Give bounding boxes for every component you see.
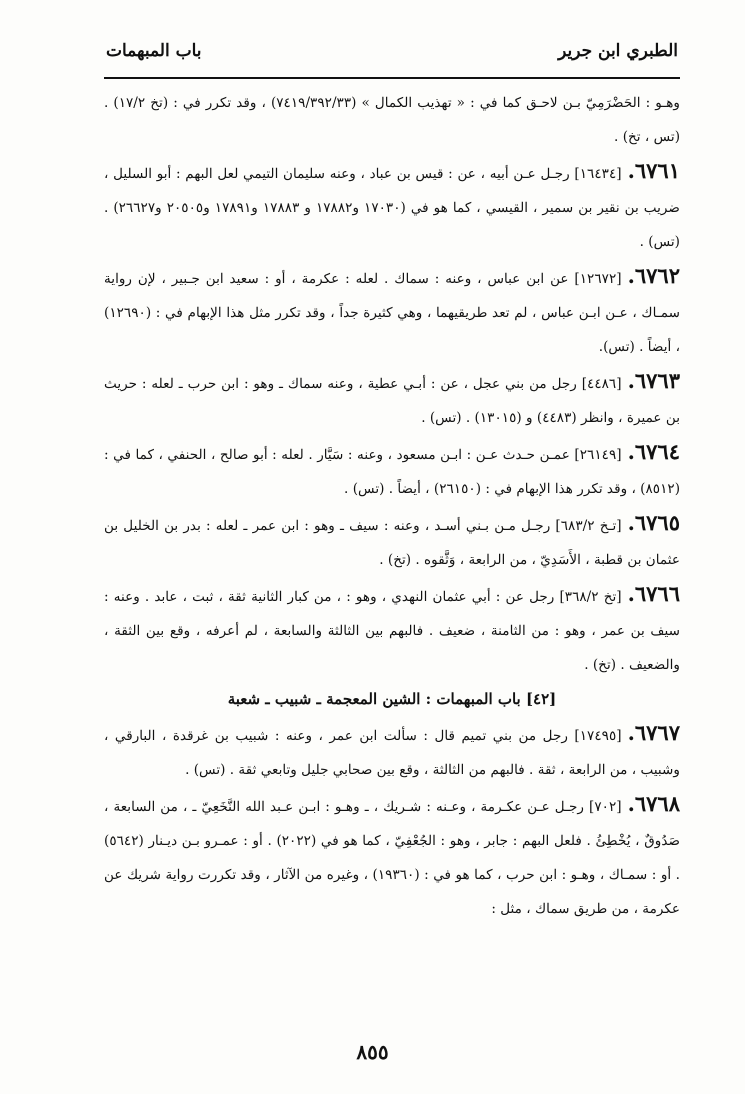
entry (104, 154, 680, 259)
entry-number: ٦٧٦٥. (627, 510, 680, 535)
entry (104, 577, 680, 682)
entry (104, 364, 680, 435)
intro-paragraph: وهـو : الحَضْرَمِيّ بـن لاحـق كما في : « تهذيب الكمال » (٧٤١٩/٣٩٢/٣٣) ، وقد تكرر في : (تخ ١٧/٢) . (تس ، تخ) . (104, 95, 680, 145)
entry-number: ٦٧٦٨. (627, 791, 680, 816)
entry-text: [١٧٤٩٥] رجل من بني تميم قال : سألت ابن عمر ، وعنه : شبيب بن غرقدة ، البارقي ، وشبيب ، من الرابعة ، ثقة . فالبهم من الثالثة ، وقع بين صحابي جليل وتابعي ثقة . (تس) . (104, 728, 680, 778)
entry-text: [٢٦١٤٩] عمـن حـدث عـن : ابـن مسعود ، وعنه : سَيَّار . لعله : أبو صالح ، الحنفي ، كما في : (٨٥١٢) ، وقد تكرر هذا الإبهام في : (٢٦١٥٠) ، أيضاً . (تس) . (104, 447, 680, 497)
header-divider (104, 77, 680, 79)
running-header (106, 34, 678, 68)
entry (104, 787, 680, 926)
section-heading: [٤٢] باب المبهمات : الشين المعجمة ـ شبيب ـ شعبة (227, 690, 557, 708)
entry (104, 506, 680, 577)
header-book-title: الطبري ابن جرير (558, 41, 678, 61)
entry-text: [١٢٦٧٢] عن ابن عباس ، وعنه : سماك . لعله : عكرمة ، أو : سعيد ابن جـبير ، لإن رواية سمـاك ، عـن ابـن عباس ، لم تعد طريقيهما ، وهي كثيرة جداً ، وقد تكرر مثل هذا الإبهام في : (١٢٦٩٠) ، أيضاً . (تس). (104, 271, 680, 355)
entry (104, 716, 680, 787)
entry-text: [٤٤٨٦] رجل من بني عجل ، عن : أبـي عطية ، وعنه سماك ـ وهو : ابن حرب ـ لعله : حريث بن عميرة ، وانظر (٤٤٨٣) و (١٣٠١٥) . (تس) . (104, 376, 680, 426)
page-body (104, 86, 680, 926)
entry-text: [تـخ ٦٨٣/٢] رجـل مـن بـني أسـد ، وعنه : سيف ـ وهو : ابن عمر ـ لعله : بدر بن الخليل بن عثمان بن قطبة ، الأَسَدِيّ ، من الرابعة ، وَثَّقوه . (تخ) . (104, 518, 680, 568)
entry-number: ٦٧٦٤. (627, 439, 680, 464)
page-number: ٨٥٥ (356, 1040, 389, 1064)
entry-number: ٦٧٦١. (627, 158, 680, 183)
entry-number: ٦٧٦٧. (627, 720, 680, 745)
entry-number: ٦٧٦٦. (627, 581, 680, 606)
header-chapter-title: باب المبهمات (106, 41, 202, 61)
entry-text: [تخ ٣٦٨/٢] رجل عن : أبي عثمان النهدي ، وهو : ، من كبار الثانية ثقة ، ثبت ، عابد . وعنه : سيف بن عمر ، وهو : من الثامنة ، ضعيف . فالبهم بين الثالثة والسابعة ، لم أعرفه ، وقع بين الثقة ، والضعيف . (تخ) . (104, 589, 680, 673)
entry-text: [٧٠٢] رجـل عـن عكـرمة ، وعـنه : شـريك ، ـ وهـو : ابـن عـبد الله النَّخَعِيّ ـ ، من السابعة ، صَدُوقٌ ، يُخْطِئُ . فلعل البهم : جابر ، وهو : الجُعْفِيّ ، كما هو في (٢٠٢٢) . أو : عمـرو بـن ديـنار (٥٦٤٢) . أو : سمـاك ، وهـو : ابن حرب ، كما هو في : (١٩٣٦٠) ، وغيره من الآثار ، وقد تكررت رواية شريك عن عكرمة ، من طريق سماك ، مثل : (104, 799, 680, 917)
entry-number: ٦٧٦٣. (627, 368, 680, 393)
entry-number: ٦٧٦٢. (627, 263, 680, 288)
entry (104, 259, 680, 364)
entry-text: [١٦٤٣٤] رجـل عـن أبيه ، عن : قيس بن عباد ، وعنه سليمان التيمي لعل البهم : أبو السليل ، ضريب بن نقير بن سمير ، القيسي ، كما هو في (١٧٠٣٠ و١٧٨٨٢ و ١٧٨٨٣ و١٧٨٩١ و٢٠٥٠٥ و٢٦٦٢٧) . (تس) . (104, 166, 680, 250)
entry (104, 435, 680, 506)
